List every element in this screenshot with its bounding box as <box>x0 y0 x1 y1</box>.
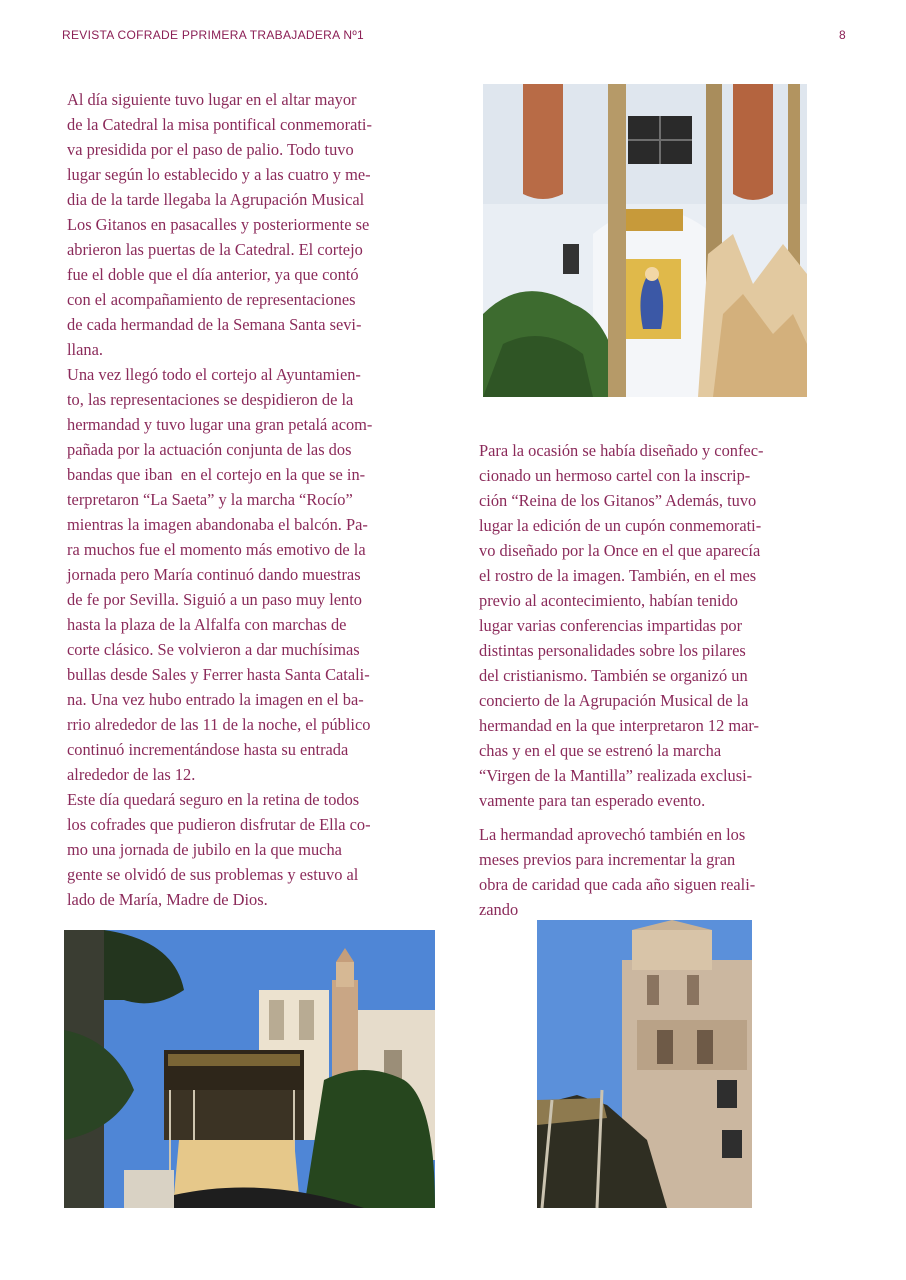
text-line: Para la ocasión se había diseñado y confec- <box>479 441 764 460</box>
text-line: pañada por la actuación conjunta de las dos <box>67 440 352 459</box>
text-line: corte clásico. Se volvieron a dar muchísimas <box>67 640 360 659</box>
photo-facade-azulejo <box>483 84 807 397</box>
page-number: 8 <box>839 28 846 42</box>
photo-facade-azulejo-image <box>483 84 807 397</box>
left-text-column <box>67 87 417 912</box>
text-line: concierto de la Agrupación Musical de la <box>479 691 749 710</box>
photo-giralda-tower-image <box>537 920 752 1208</box>
text-line: los cofrades que pudieron disfrutar de Ella co- <box>67 815 371 834</box>
text-line: abrieron las puertas de la Catedral. El cortejo <box>67 240 363 259</box>
text-line: Este día quedará seguro en la retina de todos <box>67 790 360 809</box>
text-line: Al día siguiente tuvo lugar en el altar mayor <box>67 90 357 109</box>
text-line: La hermandad aprovechó también en los <box>479 825 746 844</box>
text-line: obra de caridad que cada año siguen reali- <box>479 875 756 894</box>
text-line: lugar varias conferencias impartidas por <box>479 616 743 635</box>
text-line: llana. <box>67 340 103 359</box>
text-line: mo una jornada de jubilo en la que mucha <box>67 840 342 859</box>
text-line: lado de María, Madre de Dios. <box>67 890 268 909</box>
photo-palio-giralda <box>64 930 435 1208</box>
paragraph <box>67 362 417 787</box>
text-line: cionado un hermoso cartel con la inscrip- <box>479 466 751 485</box>
text-line: con el acompañamiento de representaciones <box>67 290 356 309</box>
text-line: “Virgen de la Mantilla” realizada exclusi- <box>479 766 753 785</box>
text-line: previo al acontecimiento, habían tenido <box>479 591 738 610</box>
text-line: de fe por Sevilla. Siguió a un paso muy lento <box>67 590 362 609</box>
text-line: gente se olvidó de sus problemas y estuvo al <box>67 865 359 884</box>
magazine-title: REVISTA COFRADE PPRIMERA TRABAJADERA Nº1 <box>62 28 365 42</box>
page-header <box>62 28 846 46</box>
text-line: vamente para tan esperado evento. <box>479 791 706 810</box>
text-line: Los Gitanos en pasacalles y posteriormente se <box>67 215 370 234</box>
text-line: bullas desde Sales y Ferrer hasta Santa Catali- <box>67 665 370 684</box>
text-line: de cada hermandad de la Semana Santa sevi- <box>67 315 362 334</box>
photo-palio-giralda-image <box>64 930 435 1208</box>
text-line: mientras la imagen abandonaba el balcón. Pa- <box>67 515 368 534</box>
text-line: alrededor de las 12. <box>67 765 196 784</box>
text-line: lugar según lo establecido y a las cuatro y me- <box>67 165 371 184</box>
text-line: de la Catedral la misa pontifical conmemorati- <box>67 115 372 134</box>
paragraph <box>479 438 809 813</box>
paragraph <box>67 87 417 362</box>
text-line: va presidida por el paso de palio. Todo tuvo <box>67 140 354 159</box>
text-line: hasta la plaza de la Alfalfa con marchas de <box>67 615 347 634</box>
text-line: ra muchos fue el momento más emotivo de la <box>67 540 366 559</box>
text-line: vo diseñado por la Once en el que aparecía <box>479 541 761 560</box>
text-line: distintas personalidades sobre los pilares <box>479 641 746 660</box>
text-line: ción “Reina de los Gitanos” Además, tuvo <box>479 491 757 510</box>
paragraph <box>479 822 809 922</box>
paragraph <box>67 787 417 912</box>
text-line: hermandad y tuvo lugar una gran petalá acom- <box>67 415 373 434</box>
text-line: zando <box>479 900 519 919</box>
text-line: hermandad en la que interpretaron 12 mar- <box>479 716 760 735</box>
text-line: na. Una vez hubo entrado la imagen en el ba- <box>67 690 364 709</box>
photo-giralda-tower <box>537 920 752 1208</box>
text-line: del cristianismo. También se organizó un <box>479 666 748 685</box>
text-line: el rostro de la imagen. También, en el mes <box>479 566 757 585</box>
text-line: jornada pero María continuó dando muestras <box>67 565 361 584</box>
text-line: chas y en el que se estrenó la marcha <box>479 741 722 760</box>
text-line: rrio alrededor de las 11 de la noche, el público <box>67 715 371 734</box>
text-line: lugar la edición de un cupón conmemorati- <box>479 516 762 535</box>
text-line: meses previos para incrementar la gran <box>479 850 736 869</box>
text-line: dia de la tarde llegaba la Agrupación Musical <box>67 190 365 209</box>
text-line: Una vez llegó todo el cortejo al Ayuntamien- <box>67 365 361 384</box>
text-line: to, las representaciones se despidieron de la <box>67 390 354 409</box>
text-line: terpretaron “La Saeta” y la marcha “Rocío” <box>67 490 353 509</box>
right-text-column <box>479 438 809 922</box>
text-line: continuó incrementándose hasta su entrada <box>67 740 349 759</box>
text-line: fue el doble que el día anterior, ya que contó <box>67 265 359 284</box>
text-line: bandas que iban en el cortejo en la que se in- <box>67 465 366 484</box>
